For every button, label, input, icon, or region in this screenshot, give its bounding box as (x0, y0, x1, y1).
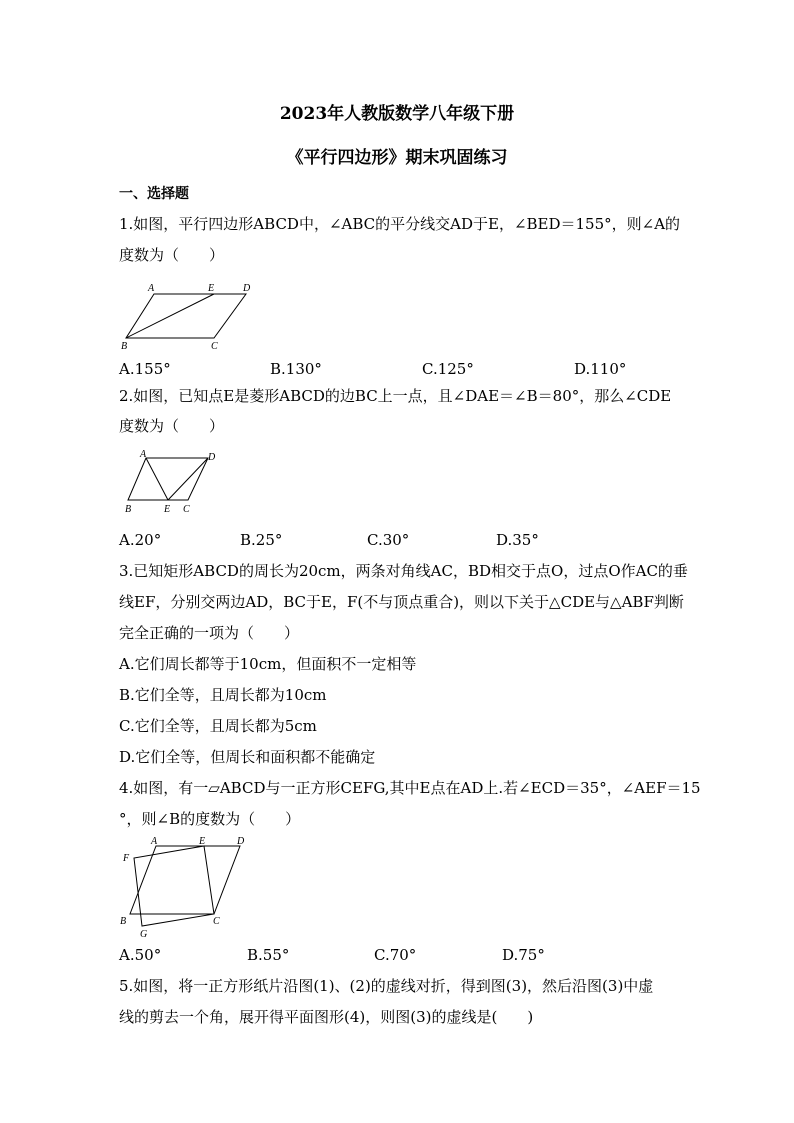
q1-stem-line1: 1.如图，平行四边形ABCD中，∠ABC的平分线交AD于E，∠BED＝155°，则∠A的 (119, 215, 681, 233)
q1-figure (118, 280, 268, 355)
q4-figure (118, 834, 258, 939)
q4-label-b: B (120, 916, 127, 927)
q1-label-a: A (148, 283, 155, 294)
q1-bisector-be (126, 294, 214, 338)
q2-option-c: C.30° (367, 531, 410, 549)
q4-option-a: A.50° (119, 946, 162, 964)
q4-label-a: A (151, 836, 158, 847)
q3-option-d: D.它们全等，但周长和面积都不能确定 (119, 748, 376, 766)
q2-label-b: B (125, 504, 132, 515)
q2-segment-de (168, 458, 208, 500)
q2-option-b: B.25° (240, 531, 283, 549)
q2-stem-line2: 度数为（ ） (119, 417, 225, 435)
q3-stem-line3: 完全正确的一项为（ ） (119, 624, 300, 642)
q2-label-e: E (164, 504, 171, 515)
q2-figure (118, 446, 228, 521)
q4-label-e: E (199, 836, 206, 847)
q2-stem-line1: 2.如图，已知点E是菱形ABCD的边BC上一点，且∠DAE＝∠B＝80°，那么∠CDE (119, 387, 672, 405)
q1-option-d: D.110° (574, 360, 627, 378)
q4-label-g: G (140, 929, 148, 939)
q4-option-d: D.75° (502, 946, 545, 964)
q2-segment-ae (146, 458, 168, 500)
q2-label-d: D (208, 452, 216, 463)
section-heading: 一、选择题 (119, 186, 189, 202)
q1-option-a: A.155° (119, 360, 171, 378)
q1-option-c: C.125° (422, 360, 474, 378)
q4-option-b: B.55° (247, 946, 290, 964)
document-subtitle: 《平行四边形》期末巩固练习 (286, 148, 508, 168)
q4-stem-line1: 4.如图，有一▱ABCD与一正方形CEFG,其中E点在AD上.若∠ECD＝35°，∠AEF＝15 (119, 779, 701, 797)
q1-label-b: B (121, 341, 128, 352)
q2-label-c: C (183, 504, 190, 515)
q3-option-c: C.它们全等，且周长都为5cm (119, 717, 317, 735)
q4-label-d: D (237, 836, 245, 847)
q5-stem-line2: 线的剪去一个角，展开得平面图形(4)，则图(3)的虚线是( ) (119, 1008, 534, 1026)
q4-label-c: C (213, 916, 220, 927)
document-title: 2023年人教版数学八年级下册 (279, 104, 515, 124)
q1-stem-line2: 度数为（ ） (119, 246, 225, 264)
q2-option-a: A.20° (119, 531, 162, 549)
q1-parallelogram (126, 294, 246, 338)
q4-option-c: C.70° (374, 946, 417, 964)
q2-option-d: D.35° (496, 531, 539, 549)
q1-option-b: B.130° (270, 360, 322, 378)
q5-stem-line1: 5.如图，将一正方形纸片沿图(1)、(2)的虚线对折，得到图(3)，然后沿图(3)中虚 (119, 977, 654, 995)
q2-rhombus (128, 458, 208, 500)
q3-option-a: A.它们周长都等于10cm，但面积不一定相等 (119, 655, 417, 673)
q3-stem-line1: 3.已知矩形ABCD的周长为20cm，两条对角线AC，BD相交于点O，过点O作AC的垂 (119, 562, 688, 580)
q1-label-c: C (211, 341, 218, 352)
q4-stem-line2: °，则∠B的度数为（ ） (119, 810, 301, 828)
q3-option-b: B.它们全等，且周长都为10cm (119, 686, 327, 704)
q4-label-f: F (123, 853, 130, 864)
q1-label-e: E (208, 283, 215, 294)
q1-label-d: D (243, 283, 251, 294)
q2-label-a: A (140, 449, 147, 460)
q3-stem-line2: 线EF，分别交两边AD，BC于E，F(不与顶点重合)，则以下关于△CDE与△ABF判断 (119, 593, 684, 611)
